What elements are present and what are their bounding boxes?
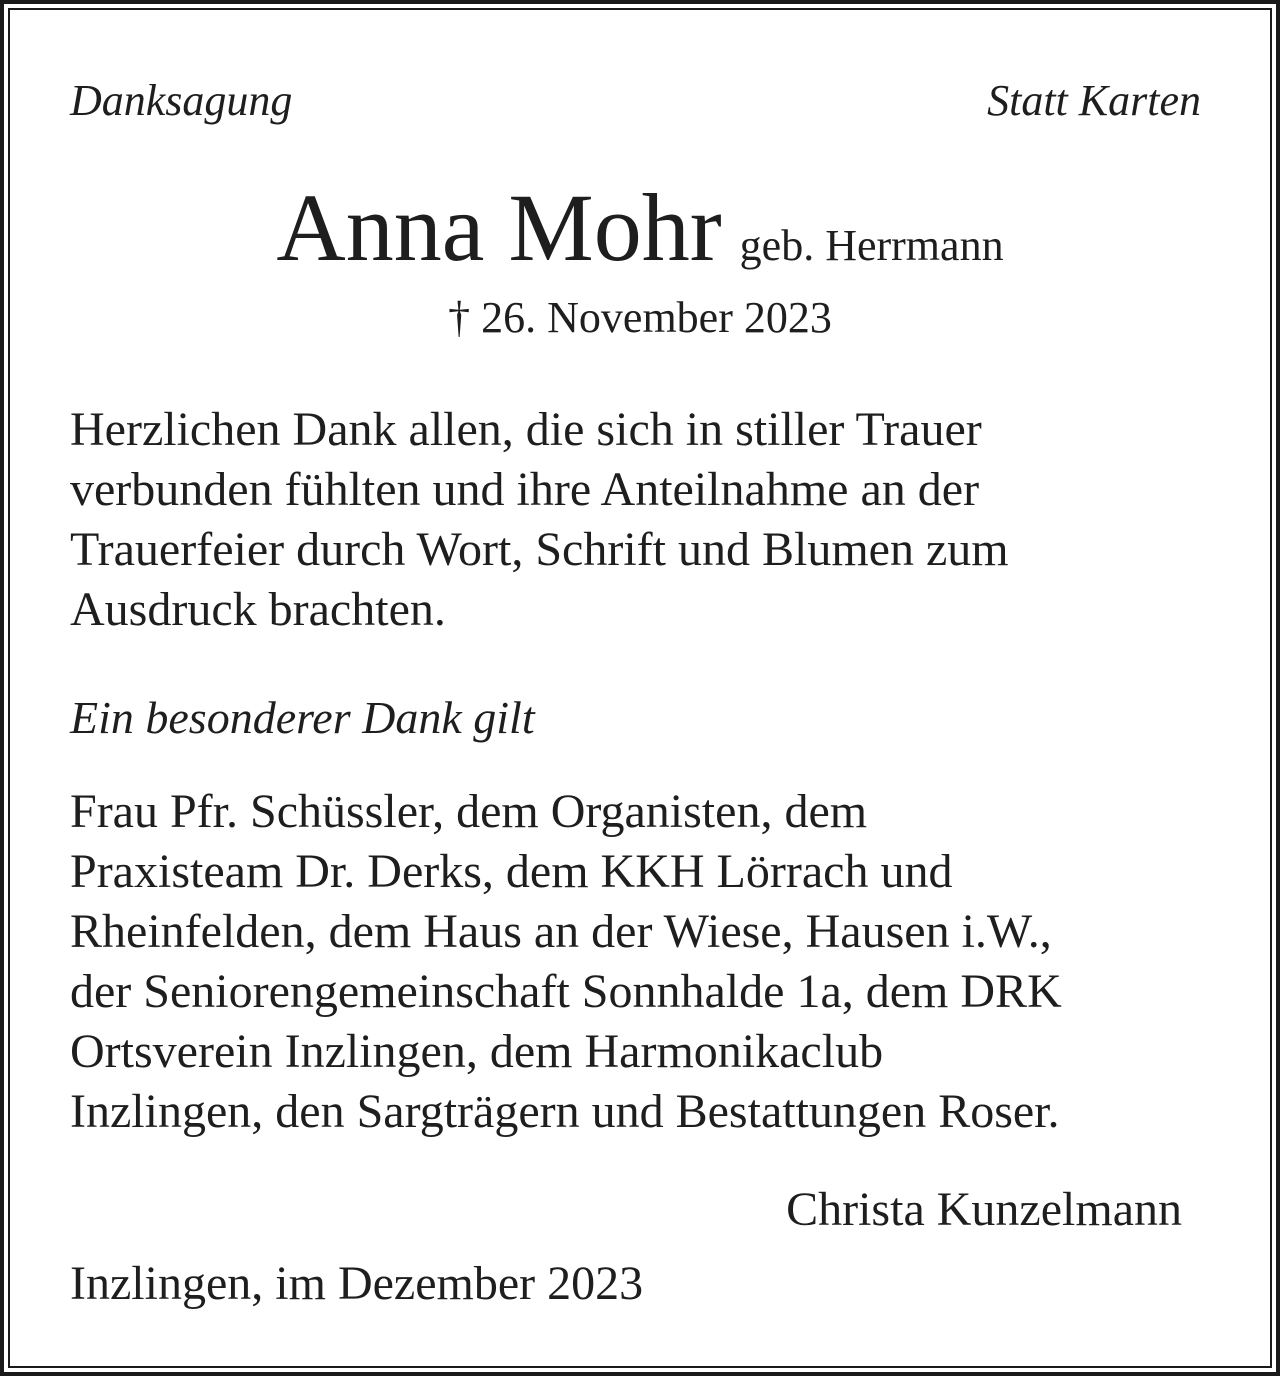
thanks-line: Herzlichen Dank allen, die sich in stiller Trauer — [70, 403, 982, 456]
birth-name: geb. Herrmann — [739, 221, 1004, 270]
header-danksagung: Danksagung — [70, 76, 293, 125]
special-line: Praxisteam Dr. Derks, dem KKH Lörrach und — [70, 845, 953, 898]
thanks-line: Trauerfeier durch Wort, Schrift und Blumen zum — [70, 523, 1009, 576]
header-statt-karten: Statt Karten — [987, 76, 1201, 125]
special-line: Rheinfelden, dem Haus an der Wiese, Hausen i.W., — [70, 905, 1052, 958]
place-and-date: Inzlingen, im Dezember 2023 — [70, 1257, 644, 1310]
death-date: † 26. November 2023 — [448, 293, 832, 342]
deceased-name: Anna Mohr — [276, 174, 722, 281]
special-thanks-heading: Ein besonderer Dank gilt — [70, 692, 535, 743]
special-line: der Seniorengemeinschaft Sonnhalde 1a, dem DRK — [70, 965, 1062, 1018]
special-line: Inzlingen, den Sargträgern und Bestattungen Roser. — [70, 1085, 1060, 1138]
signer-name: Christa Kunzelmann — [786, 1183, 1182, 1236]
special-line: Frau Pfr. Schüssler, dem Organisten, dem — [70, 785, 868, 838]
special-line: Ortsverein Inzlingen, dem Harmonikaclub — [70, 1025, 884, 1078]
deceased-name-row — [0, 174, 1280, 281]
thanks-line: verbunden fühlten und ihre Anteilnahme an der — [70, 463, 980, 516]
thanks-line: Ausdruck brachten. — [70, 583, 446, 636]
special-thanks-paragraph — [70, 782, 1062, 1142]
thanks-paragraph — [70, 400, 1009, 640]
